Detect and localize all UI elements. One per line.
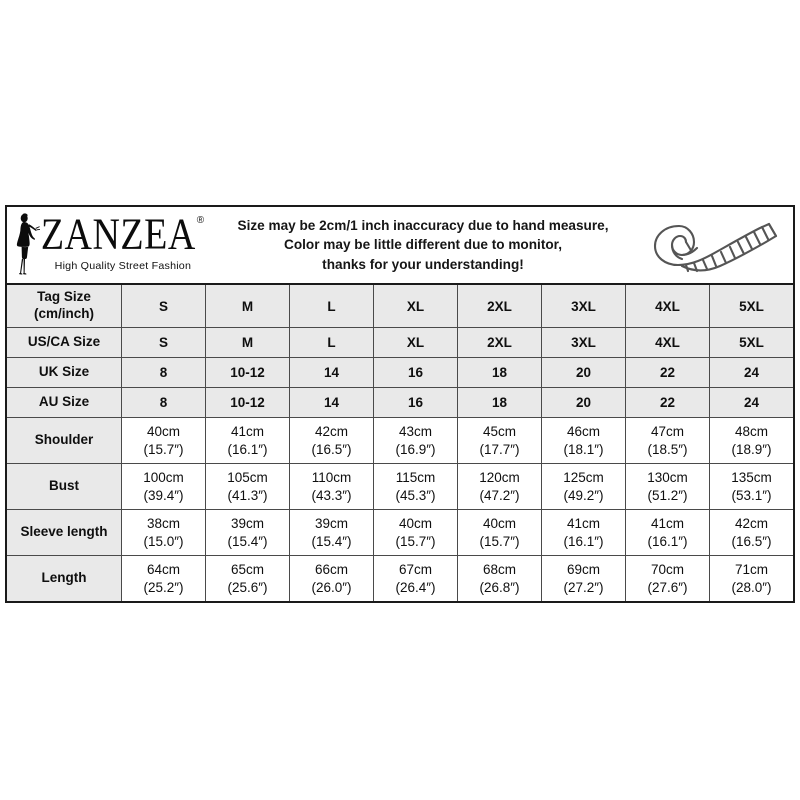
value-cm: 41cm [650,515,684,531]
value-cm: 40cm [398,515,432,531]
value-cm: 71cm [734,561,768,577]
cell-4xl [626,388,710,417]
cell-xl [374,418,458,463]
size-value: 20 [575,365,592,380]
value-inch: (15.4″) [311,533,352,549]
value-cm: 47cm [650,423,684,439]
cell-5xl [710,418,793,463]
value-inch: (53.1″) [731,487,772,503]
cell-m [206,510,290,555]
cell-l [290,388,374,417]
value-cm: 66cm [314,561,348,577]
size-value: 8 [159,395,168,410]
value-inch: (51.2″) [647,487,688,503]
size-value: 16 [407,365,424,380]
cell-m [206,358,290,387]
size-value: 10-12 [230,395,265,410]
value-cm: 48cm [734,423,768,439]
measurement-notice [203,216,643,274]
value-cm: 105cm [227,469,268,485]
cell-3xl [542,328,626,357]
value-inch: (26.8″) [479,579,520,595]
size-value: 5XL [739,335,764,350]
value-inch: (41.3″) [227,487,268,503]
cell-xl [374,510,458,555]
cell-l [290,358,374,387]
size-value: 10-12 [230,365,265,380]
value-cm: 130cm [647,469,688,485]
notice-line-2: Color may be little different due to monitor, [284,237,562,253]
size-value: 18 [491,395,508,410]
value-inch: (15.0″) [143,533,184,549]
value-cm: 41cm [566,515,600,531]
size-value: 18 [491,365,508,380]
size-value: M [241,298,254,314]
value-inch: (28.0″) [731,579,772,595]
brand-name: ZANZEA [40,209,196,260]
cell-s [122,328,206,357]
table-row [7,285,793,328]
value-cm: 43cm [398,423,432,439]
size-value: 14 [323,365,340,380]
cell-xl [374,464,458,509]
value-inch: (18.9″) [731,441,772,457]
size-value: 20 [575,395,592,410]
size-value: 5XL [739,298,764,314]
size-value: XL [406,298,425,314]
cell-s [122,358,206,387]
row-label-length [7,556,122,601]
cell-s [122,510,206,555]
table-row [7,510,793,556]
size-value: 8 [159,365,168,380]
size-chart-table [5,205,795,603]
size-value: 24 [743,395,760,410]
table-row [7,328,793,358]
value-cm: 39cm [230,515,264,531]
value-inch: (43.3″) [311,487,352,503]
cell-xl [374,388,458,417]
size-value: L [327,335,336,350]
value-inch: (16.1″) [227,441,268,457]
cell-5xl [710,358,793,387]
size-value: 3XL [571,298,596,314]
cell-3xl [542,388,626,417]
cell-4xl [626,418,710,463]
size-value: S [158,335,168,350]
row-label-text: US/CA Size [27,334,101,350]
cell-5xl [710,464,793,509]
cell-5xl [710,510,793,555]
row-label-bust [7,464,122,509]
cell-4xl [626,464,710,509]
cell-xl [374,285,458,327]
value-inch: (16.5″) [311,441,352,457]
cell-s [122,464,206,509]
value-cm: 100cm [143,469,184,485]
brand-tagline: High Quality Street Fashion [54,260,191,273]
table-row [7,388,793,418]
row-label-text: Shoulder [34,432,94,448]
value-cm: 40cm [146,423,180,439]
size-value: M [241,335,254,350]
value-cm: 70cm [650,561,684,577]
row-label-shoulder [7,418,122,463]
value-cm: 41cm [230,423,264,439]
cell-5xl [710,328,793,357]
value-inch: (47.2″) [479,487,520,503]
cell-3xl [542,464,626,509]
value-inch: (49.2″) [563,487,604,503]
cell-5xl [710,556,793,601]
cell-3xl [542,358,626,387]
cell-2xl [458,388,542,417]
woman-silhouette-icon [10,213,40,275]
cell-m [206,464,290,509]
cell-3xl [542,285,626,327]
value-cm: 64cm [146,561,180,577]
value-cm: 67cm [398,561,432,577]
value-cm: 68cm [482,561,516,577]
cell-5xl [710,388,793,417]
cell-3xl [542,556,626,601]
cell-4xl [626,328,710,357]
row-label-text: Tag Size [37,289,91,305]
value-cm: 110cm [311,469,352,485]
value-cm: 39cm [314,515,348,531]
cell-xl [374,556,458,601]
value-cm: 40cm [482,515,516,531]
value-inch: (27.6″) [647,579,688,595]
value-inch: (15.7″) [479,533,520,549]
value-cm: 69cm [566,561,600,577]
value-inch: (26.4″) [395,579,436,595]
cell-l [290,328,374,357]
cell-5xl [710,285,793,327]
size-value: 4XL [655,298,680,314]
value-inch: (25.2″) [143,579,184,595]
row-label-us-ca-size [7,328,122,357]
value-inch: (16.5″) [731,533,772,549]
row-label-sleeve-length [7,510,122,555]
size-value: 16 [407,395,424,410]
cell-s [122,418,206,463]
table-row [7,418,793,464]
cell-l [290,510,374,555]
cell-2xl [458,285,542,327]
value-inch: (18.5″) [647,441,688,457]
cell-s [122,388,206,417]
size-value: 4XL [655,335,680,350]
size-value: 2XL [487,298,512,314]
cell-4xl [626,556,710,601]
cell-m [206,285,290,327]
table-row [7,556,793,601]
row-label-text: AU Size [38,394,90,410]
cell-m [206,328,290,357]
size-value: 22 [659,365,676,380]
value-cm: 115cm [395,469,436,485]
size-value: XL [406,335,425,350]
size-value: 22 [659,395,676,410]
value-inch: (39.4″) [143,487,184,503]
cell-s [122,285,206,327]
value-cm: 125cm [563,469,604,485]
cell-l [290,285,374,327]
value-inch: (25.6″) [227,579,268,595]
value-cm: 38cm [146,515,180,531]
value-cm: 135cm [731,469,772,485]
notice-line-1: Size may be 2cm/1 inch inaccuracy due to hand measure, [237,218,609,234]
value-cm: 45cm [482,423,516,439]
tape-illustration [643,207,793,283]
cell-2xl [458,464,542,509]
cell-2xl [458,556,542,601]
cell-l [290,418,374,463]
row-label-text: Length [41,570,87,586]
value-inch: (45.3″) [395,487,436,503]
row-label-tag-size [7,285,122,327]
row-label-au-size [7,388,122,417]
brand-logo [7,207,203,283]
size-value: S [158,298,168,314]
cell-l [290,464,374,509]
size-value: L [327,298,336,314]
value-inch: (15.7″) [395,533,436,549]
row-label-subtext: (cm/inch) [33,306,94,321]
cell-2xl [458,328,542,357]
value-inch: (27.2″) [563,579,604,595]
value-inch: (17.7″) [479,441,520,457]
value-cm: 42cm [314,423,348,439]
size-value: 2XL [487,335,512,350]
registered-trademark-icon: ® [196,215,205,226]
cell-3xl [542,418,626,463]
cell-s [122,556,206,601]
cell-4xl [626,285,710,327]
size-chart-grid [7,285,793,601]
cell-3xl [542,510,626,555]
value-inch: (15.7″) [143,441,184,457]
cell-4xl [626,510,710,555]
table-row [7,464,793,510]
cell-m [206,556,290,601]
cell-2xl [458,418,542,463]
row-label-text: UK Size [38,364,90,380]
value-inch: (26.0″) [311,579,352,595]
value-cm: 65cm [230,561,264,577]
value-inch: (18.1″) [563,441,604,457]
cell-4xl [626,358,710,387]
cell-m [206,388,290,417]
measuring-tape-icon [648,214,788,276]
size-value: 3XL [571,335,596,350]
cell-xl [374,358,458,387]
row-label-uk-size [7,358,122,387]
value-inch: (15.4″) [227,533,268,549]
value-cm: 42cm [734,515,768,531]
value-cm: 46cm [566,423,600,439]
value-inch: (16.1″) [563,533,604,549]
row-label-text: Sleeve length [20,524,108,540]
cell-l [290,556,374,601]
table-row [7,358,793,388]
cell-2xl [458,358,542,387]
cell-m [206,418,290,463]
value-inch: (16.1″) [647,533,688,549]
size-value: 14 [323,395,340,410]
cell-2xl [458,510,542,555]
size-value: 24 [743,365,760,380]
row-label-text: Bust [49,478,79,494]
chart-header-banner [7,207,793,285]
value-inch: (16.9″) [395,441,436,457]
cell-xl [374,328,458,357]
notice-line-3: thanks for your understanding! [322,256,524,272]
value-cm: 120cm [479,469,520,485]
